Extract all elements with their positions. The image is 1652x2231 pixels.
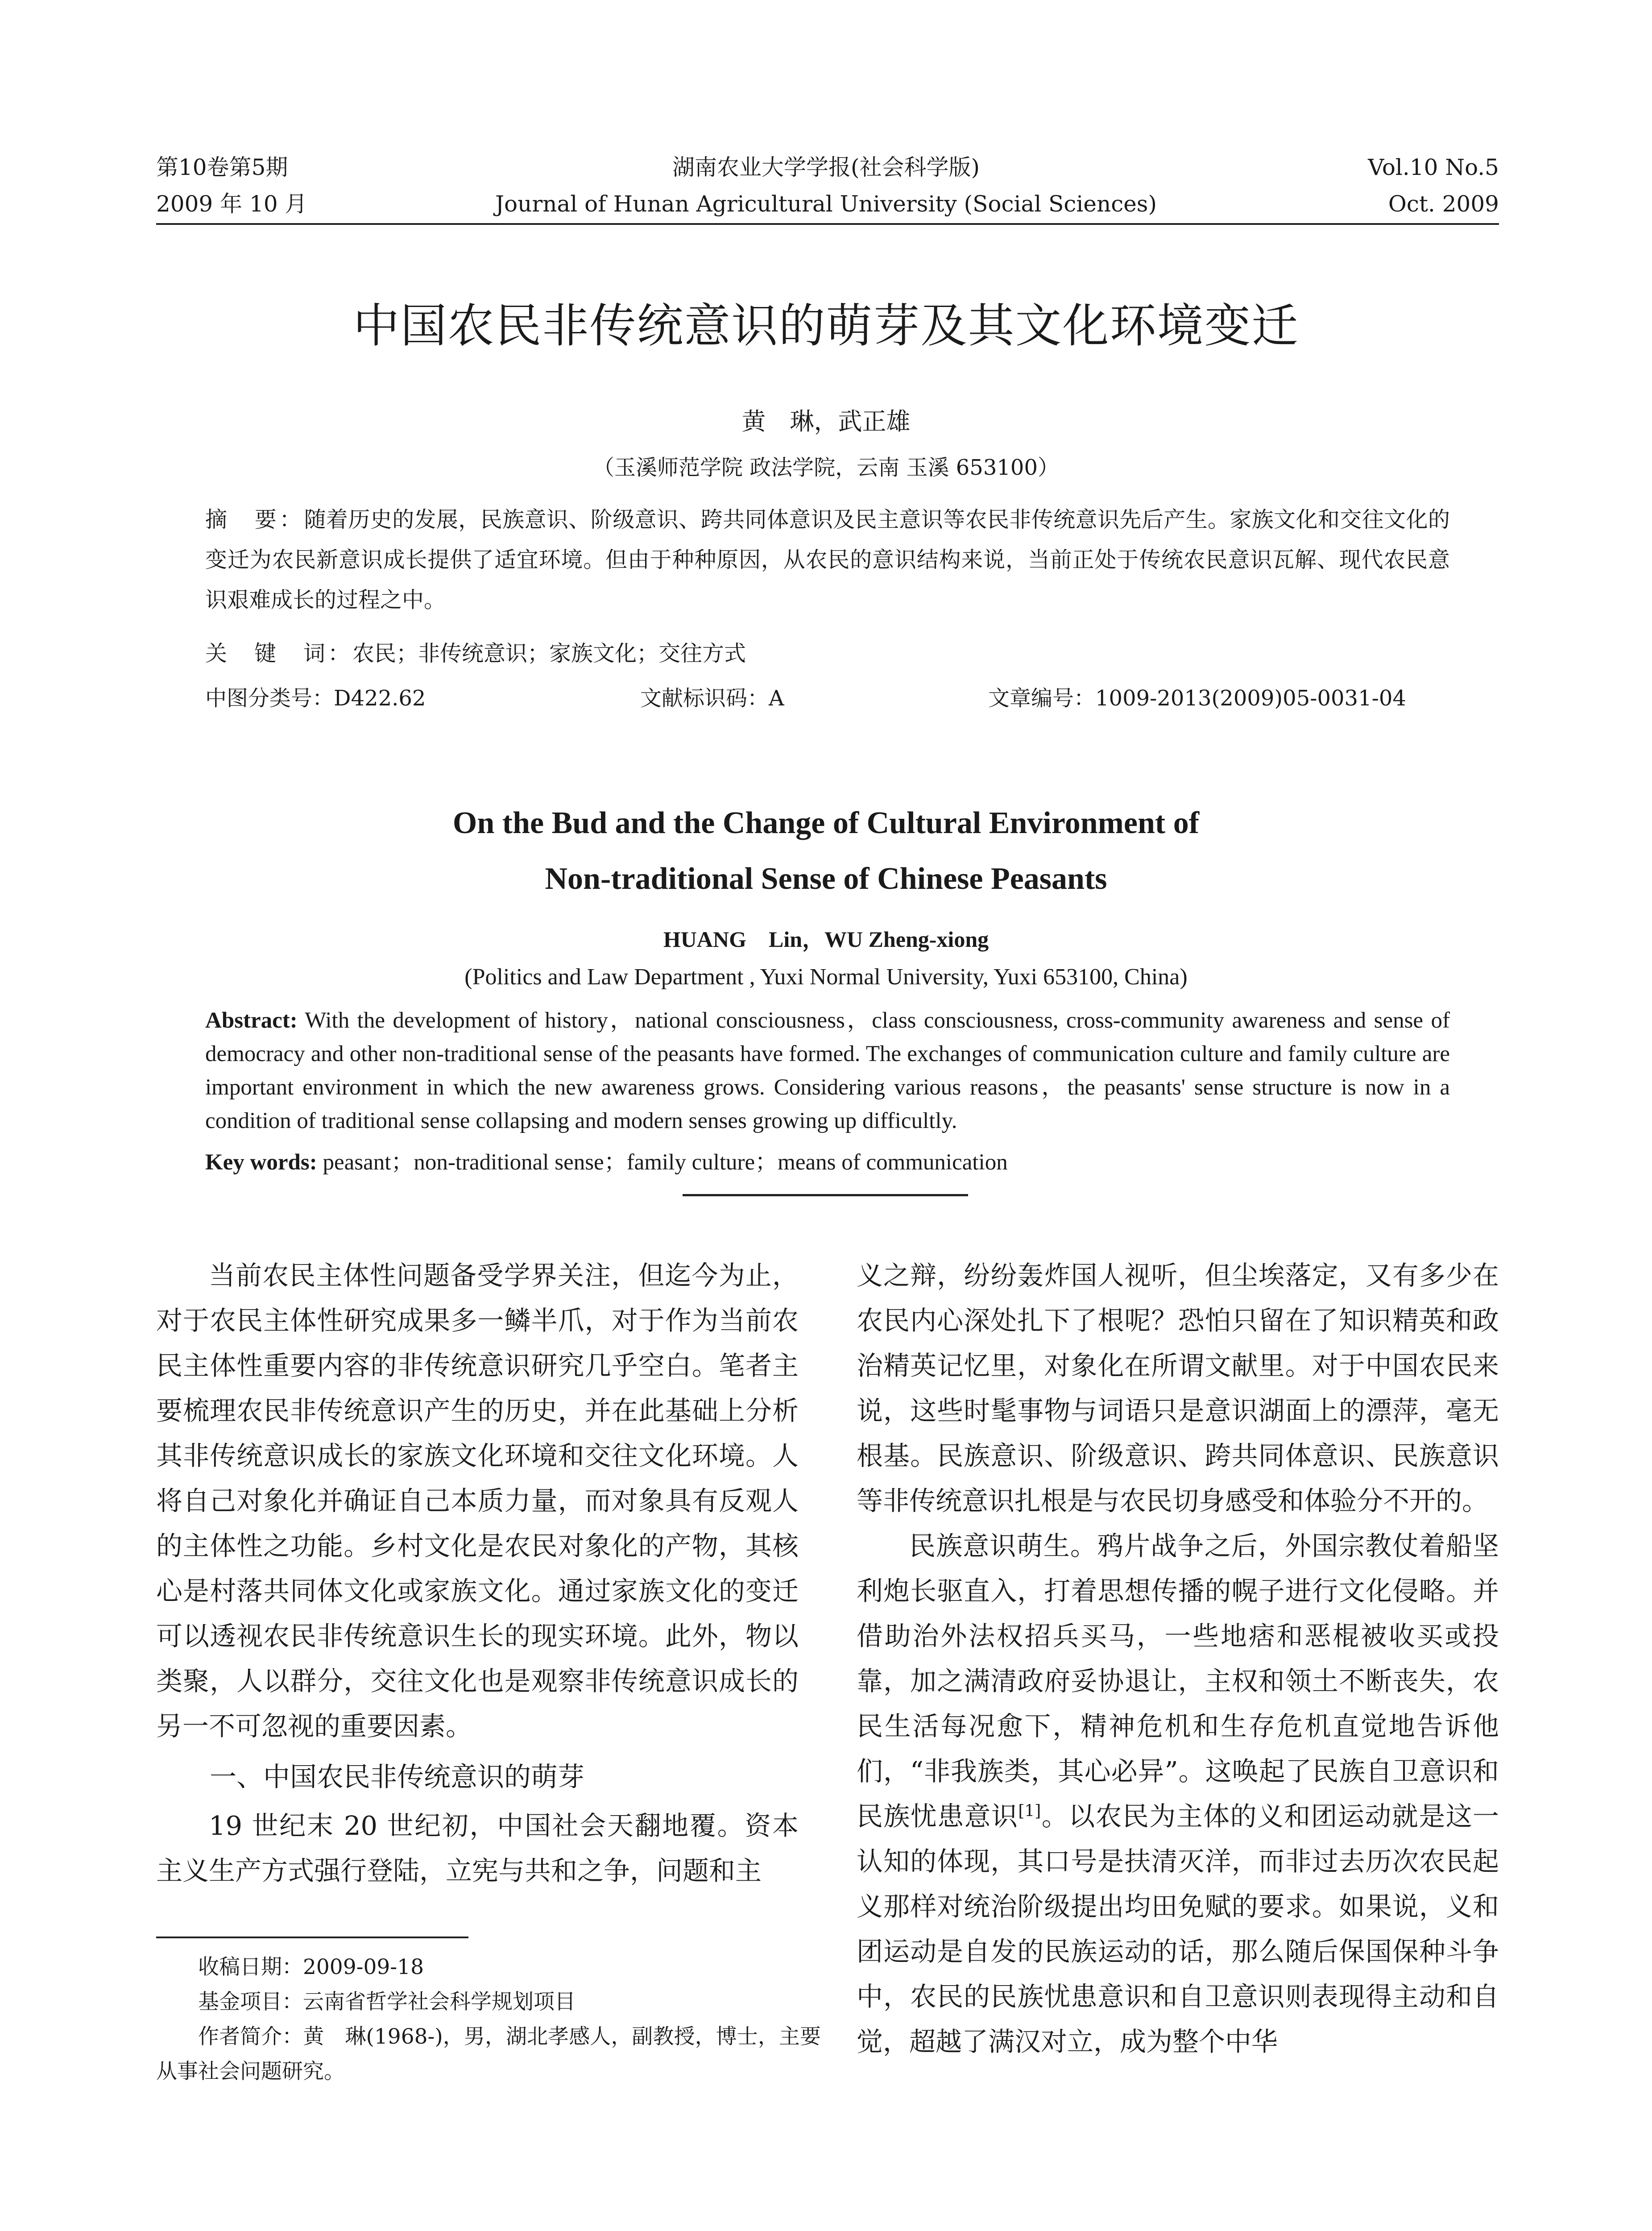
citation-ref[interactable]: [1] <box>1018 1802 1041 1820</box>
doc-code-label: 文献标识码： <box>640 686 769 711</box>
body-paragraph: 19 世纪末 20 世纪初，中国社会天翻地覆。资本主义生产方式强行登陆，立宪与共和之争，问题和主 <box>156 1810 799 1886</box>
keywords-label-en: Key words: <box>205 1150 317 1175</box>
abstract-en <box>205 1004 1450 1138</box>
journal-name-cn: 湖南农业大学学报(社会科学版) <box>672 154 980 180</box>
date-label-cn: 2009 年 10 月 <box>156 191 307 217</box>
body-paragraph <box>857 1523 1499 2064</box>
abstract-label-en: Abstract: <box>205 1008 298 1033</box>
abstract-text-en: With the development of history，national consciousness，class consciousness, cross-community awareness and sense of democracy and other non-traditional sense of the peasants have formed. The exchanges of communication culture and family culture are important environment in which the new awareness grows. Considering various reasons，the peasants' sense structure is now in a condition of traditional sense collapsing and modern senses growing up difficultly. <box>205 1008 1450 1133</box>
abstract-text-cn: 随着历史的发展，民族意识、阶级意识、跨共同体意识及民主意识等农民非传统意识先后产生。家族文化和交往文化的变迁为农民新意识成长提供了适宜环境。但由于种种原因，从农民的意识结构来说，当前正处于传统农民意识瓦解、现代农民意识艰难成长的过程之中。 <box>205 507 1450 613</box>
header-rule <box>156 223 1499 225</box>
clc-label: 中图分类号： <box>205 686 334 711</box>
footnote-received: 收稿日期：2009-09-18 <box>198 1955 424 1979</box>
abstract-cn <box>205 500 1450 620</box>
date-label-en: Oct. 2009 <box>1388 191 1499 217</box>
body-text: 。以农民为主体的义和团运动就是这一认知的体现，其口号是扶清灭洋，而非过去历次农民起义那样对统治阶级提出均田免赋的要求。如果说，义和团运动是自发的民族运动的话，那么随后保国保种斗争中，农民的民族忧患意识和自卫意识则表现得主动和自觉，超越了满汉对立，成为整个中华 <box>857 1801 1499 2057</box>
keywords-label-cn: 关 键 词： <box>205 641 353 666</box>
keywords-text-cn: 农民；非传统意识；家族文化；交往方式 <box>352 641 746 666</box>
footnote-bio: 作者简介：黄 琳(1968-)，男，湖北孝感人，副教授，博士，主要从事社会问题研究。 <box>156 2024 821 2084</box>
volume-label: Vol.10 No.5 <box>1368 154 1499 180</box>
section-heading: 一、中国农民非传统意识的萌芽 <box>210 1762 584 1793</box>
clc-number <box>205 678 426 718</box>
document-code <box>640 678 784 718</box>
paper-title-en-line2: Non-traditional Sense of Chinese Peasants <box>545 862 1107 896</box>
article-no-label: 文章编号： <box>988 686 1096 711</box>
affiliation-en: (Politics and Law Department , Yuxi Normal University, Yuxi 653100, China) <box>464 964 1188 990</box>
authors-en: HUANG Lin，WU Zheng-xiong <box>663 927 989 952</box>
doc-code-value: A <box>769 686 784 711</box>
keywords-en <box>205 1146 1450 1179</box>
authors-cn: 黄 琳，武正雄 <box>741 407 911 435</box>
body-paragraph: 当前农民主体性问题备受学界关注，但迄今为止，对于农民主体性研究成果多一鳞半爪，对于作为当前农民主体性重要内容的非传统意识研究几乎空白。笔者主要梳理农民非传统意识产生的历史，并在此基础上分析其非传统意识成长的家族文化环境和交往文化环境。人将自己对象化并确证自己本质力量，而对象具有反观人的主体性之功能。乡村文化是农民对象化的产物，其核心是村落共同体文化或家族文化。通过家族文化的变迁可以透视农民非传统意识生长的现实环境。此外，物以类聚，人以群分，交往文化也是观察非传统意识成长的另一不可忽视的重要因素。 <box>156 1260 799 1742</box>
paper-title-en-line1: On the Bud and the Change of Cultural Environment of <box>452 806 1200 840</box>
body-column-left <box>156 1253 799 1893</box>
issue-label: 第10卷第5期 <box>156 154 288 180</box>
abstract-label-cn: 摘 要： <box>205 507 304 532</box>
affiliation-cn: （玉溪师范学院 政法学院，云南 玉溪 653100） <box>592 455 1059 480</box>
clc-value: D422.62 <box>334 686 426 711</box>
body-paragraph: 义之辩，纷纷轰炸国人视听，但尘埃落定，又有多少在农民内心深处扎下了根呢？恐怕只留在了知识精英和政治精英记忆里，对象化在所谓文献里。对于中国农民来说，这些时髦事物与词语只是意识湖面上的漂萍，毫无根基。民族意识、阶级意识、跨共同体意识、民族意识等非传统意识扎根是与农民切身感受和体验分不开的。 <box>857 1260 1499 1516</box>
footnote-fund: 基金项目：云南省哲学社会科学规划项目 <box>198 1990 576 2014</box>
footnotes <box>156 1950 821 2089</box>
journal-name-en: Journal of Hunan Agricultural University (Social Sciences) <box>495 191 1157 217</box>
body-text: 民族意识萌生。鸦片战争之后，外国宗教仗着船坚利炮长驱直入，打着思想传播的幌子进行文化侵略。并借助治外法权招兵买马，一些地痞和恶棍被收买或投靠，加之满清政府妥协退让，主权和领土不断丧失，农民生活每况愈下，精神危机和生存危机直觉地告诉他们，“非我族类，其心必异”。这唤起了民族自卫意识和民族忧患意识 <box>857 1530 1499 1832</box>
section-separator <box>683 1194 968 1196</box>
footnote-rule <box>156 1937 468 1938</box>
body-column-right <box>857 1253 1499 2064</box>
keywords-cn <box>205 634 746 674</box>
article-number <box>988 678 1406 718</box>
article-no-value: 1009-2013(2009)05-0031-04 <box>1095 686 1406 711</box>
keywords-text-en: peasant；non-traditional sense；family culture；means of communication <box>317 1150 1008 1175</box>
paper-title-cn: 中国农民非传统意识的萌芽及其文化环境变迁 <box>353 299 1299 353</box>
